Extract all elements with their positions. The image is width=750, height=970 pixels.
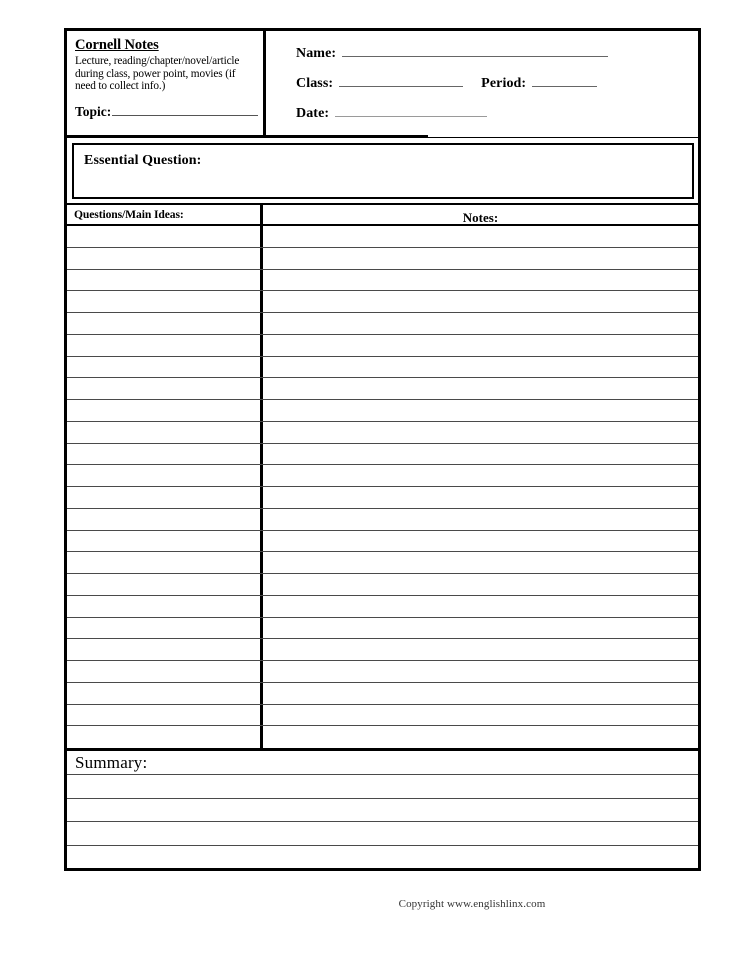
question-cell[interactable] — [67, 270, 263, 291]
note-row — [67, 335, 698, 357]
note-row — [67, 596, 698, 618]
summary-line[interactable] — [67, 775, 698, 799]
question-cell[interactable] — [67, 226, 263, 247]
name-label: Name: — [296, 46, 337, 61]
note-cell[interactable] — [263, 357, 698, 378]
note-cell[interactable] — [263, 487, 698, 508]
note-cell[interactable] — [263, 683, 698, 704]
note-cell[interactable] — [263, 400, 698, 421]
note-row — [67, 291, 698, 313]
note-row — [67, 465, 698, 487]
name-input[interactable] — [342, 43, 608, 57]
note-row — [67, 487, 698, 509]
note-row — [67, 509, 698, 531]
note-cell[interactable] — [263, 661, 698, 682]
copyright-notice: Copyright www.englishlinx.com — [398, 898, 546, 910]
note-cell[interactable] — [263, 552, 698, 573]
question-cell[interactable] — [67, 313, 263, 334]
note-cell[interactable] — [263, 291, 698, 312]
period-label: Period: — [481, 76, 527, 91]
note-cell[interactable] — [263, 639, 698, 660]
note-row — [67, 400, 698, 422]
notes-column-header: Notes: — [462, 210, 499, 225]
essential-question-box[interactable] — [72, 143, 694, 199]
note-row — [67, 639, 698, 661]
note-row — [67, 270, 698, 292]
note-row — [67, 726, 698, 748]
cornell-notes-sheet — [64, 28, 701, 871]
footer — [0, 894, 750, 912]
question-cell[interactable] — [67, 531, 263, 552]
summary-lines — [67, 775, 698, 869]
header-left-cell — [67, 31, 266, 138]
question-cell[interactable] — [67, 465, 263, 486]
date-label: Date: — [296, 106, 330, 121]
question-cell[interactable] — [67, 378, 263, 399]
question-cell[interactable] — [67, 444, 263, 465]
note-row — [67, 313, 698, 335]
question-cell[interactable] — [67, 335, 263, 356]
summary-line[interactable] — [67, 799, 698, 823]
note-cell[interactable] — [263, 313, 698, 334]
question-cell[interactable] — [67, 248, 263, 269]
note-row — [67, 552, 698, 574]
question-cell[interactable] — [67, 357, 263, 378]
note-cell[interactable] — [263, 270, 698, 291]
page-subtitle: Lecture, reading/chapter/novel/article during class, power point, movies (if need to collect info.) — [75, 54, 240, 93]
question-cell[interactable] — [67, 509, 263, 530]
questions-column-header: Questions/Main Ideas: — [67, 205, 263, 224]
summary-line[interactable] — [67, 846, 698, 870]
note-row — [67, 705, 698, 727]
note-row — [67, 357, 698, 379]
note-cell[interactable] — [263, 335, 698, 356]
class-label: Class: — [296, 76, 334, 91]
note-row — [67, 574, 698, 596]
note-row — [67, 531, 698, 553]
question-cell[interactable] — [67, 726, 263, 748]
note-row — [67, 378, 698, 400]
note-cell[interactable] — [263, 705, 698, 726]
question-cell[interactable] — [67, 552, 263, 573]
question-cell[interactable] — [67, 487, 263, 508]
note-row — [67, 618, 698, 640]
summary-line[interactable] — [67, 822, 698, 846]
question-cell[interactable] — [67, 705, 263, 726]
note-cell[interactable] — [263, 596, 698, 617]
question-cell[interactable] — [67, 596, 263, 617]
note-cell[interactable] — [263, 726, 698, 748]
question-cell[interactable] — [67, 618, 263, 639]
question-cell[interactable] — [67, 639, 263, 660]
header-right-cell — [266, 31, 698, 138]
question-cell[interactable] — [67, 661, 263, 682]
date-field[interactable] — [296, 103, 698, 122]
header-divider-thick — [67, 135, 428, 138]
essential-question-label: Essential Question: — [84, 153, 202, 168]
name-field[interactable] — [296, 43, 698, 62]
class-period-fields[interactable] — [296, 73, 698, 92]
notes-grid — [67, 226, 698, 748]
note-row — [67, 226, 698, 248]
note-row — [67, 422, 698, 444]
note-row — [67, 661, 698, 683]
topic-label: Topic: — [75, 104, 112, 119]
header-section — [67, 31, 698, 138]
note-row — [67, 248, 698, 270]
note-cell[interactable] — [263, 378, 698, 399]
topic-field[interactable] — [75, 103, 258, 120]
note-cell[interactable] — [263, 531, 698, 552]
note-cell[interactable] — [263, 574, 698, 595]
question-cell[interactable] — [67, 400, 263, 421]
summary-label: Summary: — [67, 748, 698, 775]
class-input[interactable] — [339, 73, 463, 87]
note-row — [67, 444, 698, 466]
note-cell[interactable] — [263, 465, 698, 486]
page-title: Cornell Notes — [75, 37, 159, 53]
note-cell[interactable] — [263, 444, 698, 465]
essential-question-section — [67, 138, 698, 203]
question-cell[interactable] — [67, 683, 263, 704]
note-cell[interactable] — [263, 618, 698, 639]
question-cell[interactable] — [67, 422, 263, 443]
note-cell[interactable] — [263, 226, 698, 247]
date-input[interactable] — [335, 103, 487, 117]
note-row — [67, 683, 698, 705]
question-cell[interactable] — [67, 574, 263, 595]
period-input[interactable] — [532, 73, 597, 87]
question-cell[interactable] — [67, 291, 263, 312]
note-cell[interactable] — [263, 248, 698, 269]
note-cell[interactable] — [263, 509, 698, 530]
columns-header-row — [67, 203, 698, 226]
note-cell[interactable] — [263, 422, 698, 443]
topic-input[interactable] — [112, 103, 258, 116]
